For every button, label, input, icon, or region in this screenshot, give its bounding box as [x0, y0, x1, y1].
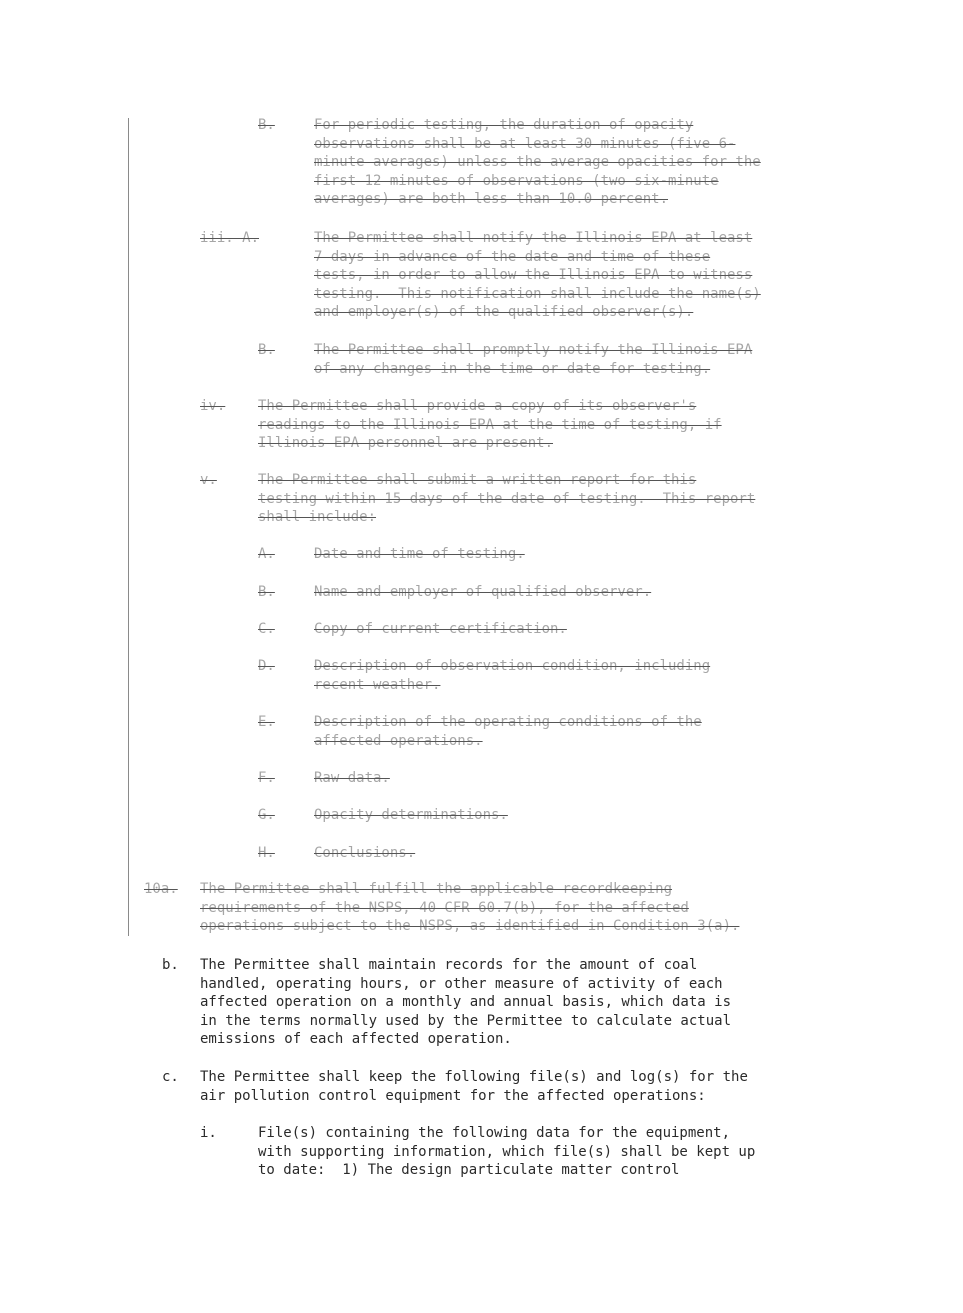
item-text: Opacity determinations. — [314, 807, 508, 823]
item-text: Description of observation condition, including recent weather. — [314, 658, 711, 693]
item-number: D. — [258, 658, 275, 674]
item-text: The Permittee shall provide a copy of its observer's readings to the Illinois EPA at the time of testing, if Illinois EPA personnel are present. — [258, 398, 722, 452]
item-text: The Permittee shall fulfill the applicable recordkeeping requirements of the NSPS, 40 CFR 60.7(b), for the affected operations subject to the NSPS, as identified in Condition 3(a). — [200, 881, 740, 935]
item-text: File(s) containing the following data for the equipment, with supporting information, which file(s) shall be kept up to date: 1) The design particulate matter control — [258, 1125, 756, 1179]
item-number: B. — [258, 584, 275, 600]
item-number: E. — [258, 714, 275, 730]
item-number: c. — [162, 1069, 179, 1085]
item-text: Raw data. — [314, 770, 390, 786]
item-number: i. — [200, 1125, 217, 1141]
item-number: B. — [258, 117, 275, 133]
item-number: 10a. — [144, 881, 178, 897]
item-text: The Permittee shall notify the Illinois EPA at least 7 days in advance of the date and time of these tests, in order to allow the Illinois EPA to witness testing. This notification shall include the name(s) and employer(s) of the qualified observer(s). — [314, 230, 761, 321]
item-text: The Permittee shall keep the following file(s) and log(s) for the air pollution control equipment for the affected operations: — [200, 1069, 748, 1104]
item-number: C. — [258, 621, 275, 637]
item-number: H. — [258, 845, 275, 861]
item-text: The Permittee shall maintain records for the amount of coal handled, operating hours, or other measure of activity of each affected operation on a monthly and annual basis, which data is in the terms normally used by the Permittee to calculate actual emissions of each affected operation. — [200, 957, 732, 1048]
item-text: Name and employer of qualified observer. — [314, 584, 652, 600]
item-text: Conclusions. — [314, 845, 416, 861]
revision-bar — [128, 118, 129, 936]
item-text: Copy of current certification. — [314, 621, 567, 637]
item-number: F. — [258, 770, 275, 786]
item-number: iii. A. — [200, 230, 260, 246]
item-number: G. — [258, 807, 275, 823]
item-number: v. — [200, 472, 217, 488]
item-number: A. — [258, 546, 275, 562]
item-text: For periodic testing, the duration of opacity observations shall be at least 30 minutes (five 6- minute averages) unless the average opacities for the first 12 minutes of observations (two six-minute averages) are both less than 10.0 percent. — [314, 117, 761, 208]
item-number: B. — [258, 342, 275, 358]
item-text: The Permittee shall submit a written report for this testing within 15 days of the date of testing. This report shall include: — [258, 472, 756, 526]
item-number: b. — [162, 957, 179, 973]
item-text: Date and time of testing. — [314, 546, 525, 562]
item-number: iv. — [200, 398, 226, 414]
item-text: The Permittee shall promptly notify the Illinois EPA of any changes in the time or date for testing. — [314, 342, 753, 377]
item-text: Description of the operating conditions of the affected operations. — [314, 714, 702, 749]
